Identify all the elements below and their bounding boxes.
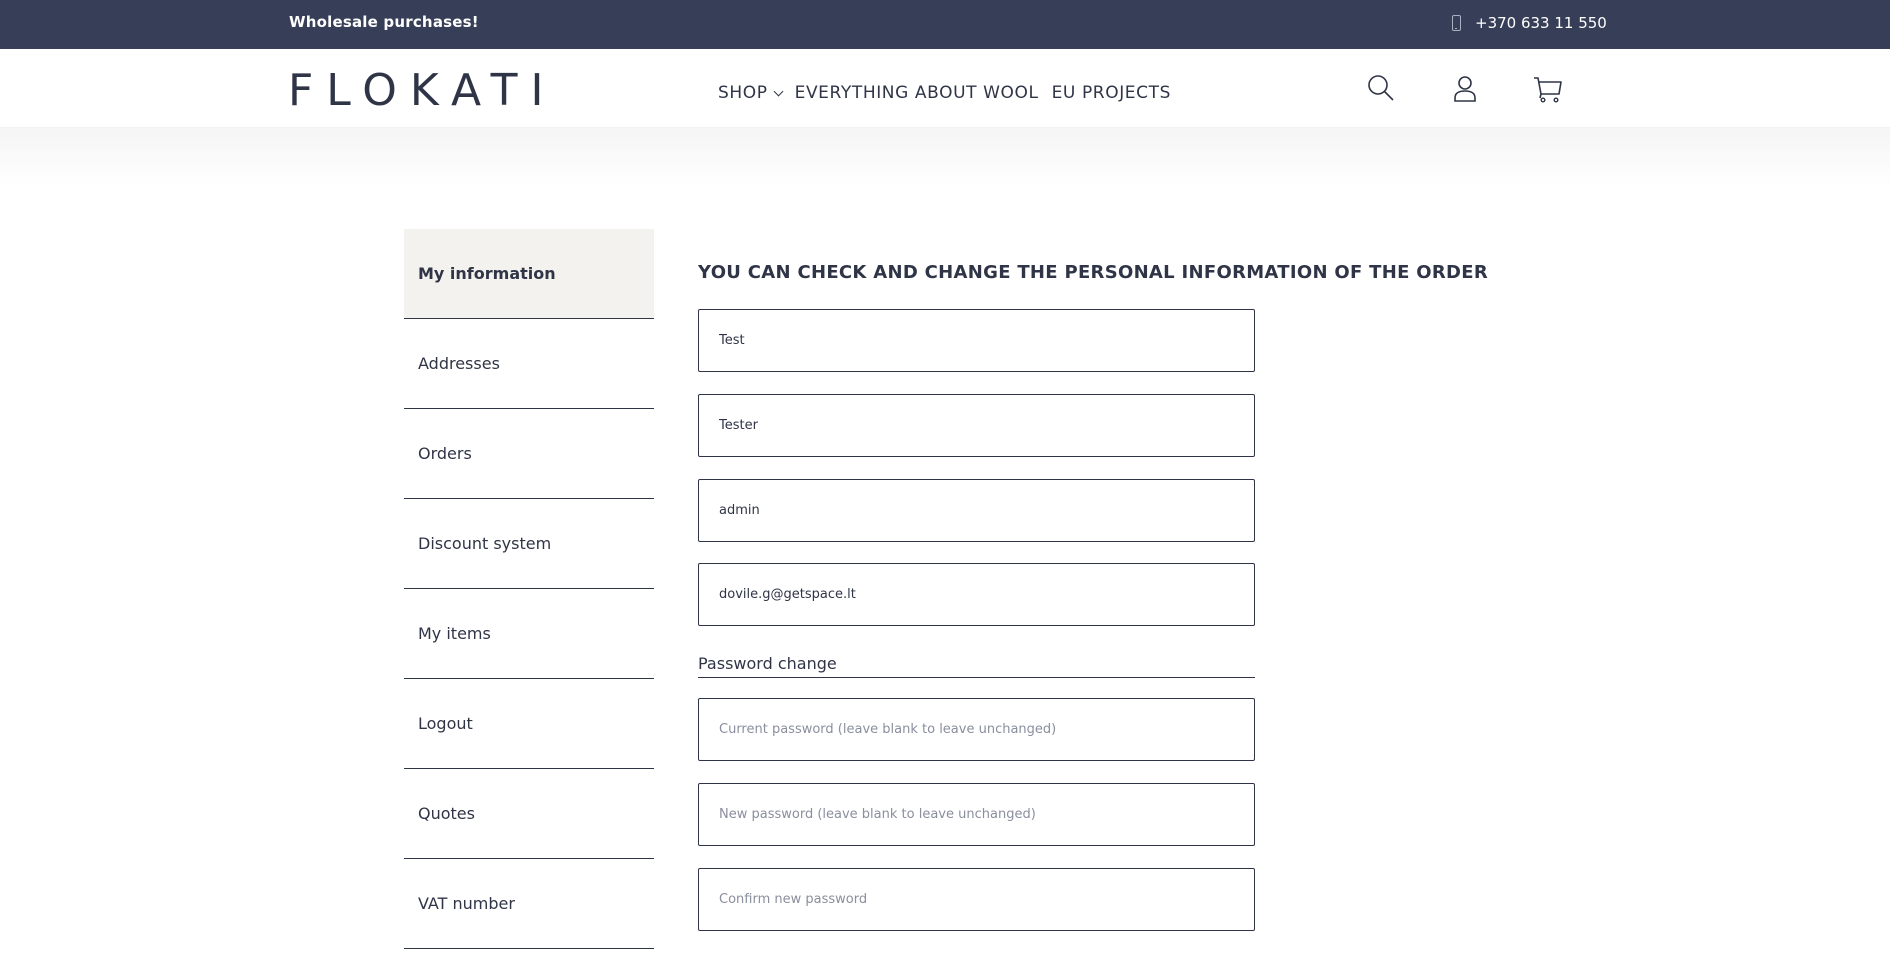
menu-item-shop[interactable]	[718, 83, 782, 103]
sidebar-item-logout[interactable]: Logout	[404, 679, 654, 769]
search-icon[interactable]	[1365, 73, 1397, 105]
sidebar-item-addresses[interactable]: Addresses	[404, 319, 654, 409]
menu-item-eu-projects-label: EU PROJECTS	[1051, 83, 1171, 103]
header-shadow	[0, 128, 1890, 188]
cart-icon[interactable]	[1532, 73, 1564, 105]
menu-item-wool-label: EVERYTHING ABOUT WOOL	[794, 83, 1039, 103]
first-name-input[interactable]	[698, 309, 1255, 372]
password-change-heading: Password change	[698, 654, 1255, 678]
menu-item-everything-about-wool[interactable]	[795, 83, 1039, 103]
sidebar-item-orders[interactable]: Orders	[404, 409, 654, 499]
phone-number[interactable]: +370 633 11 550	[1475, 14, 1607, 32]
user-icon[interactable]	[1449, 73, 1481, 105]
mobile-phone-icon	[1452, 15, 1461, 31]
main-header	[0, 49, 1890, 128]
sidebar-item-quotes[interactable]: Quotes	[404, 769, 654, 859]
sidebar-item-my-information[interactable]: My information	[404, 229, 654, 319]
main-menu	[718, 83, 1171, 103]
current-password-input[interactable]	[698, 698, 1255, 761]
wholesale-promo-text[interactable]: Wholesale purchases!	[289, 13, 479, 31]
chevron-down-icon	[773, 86, 783, 96]
page-title: YOU CAN CHECK AND CHANGE THE PERSONAL INFORMATION OF THE ORDER	[698, 262, 1489, 283]
sidebar-item-my-items[interactable]: My items	[404, 589, 654, 679]
account-form	[698, 262, 1489, 673]
username-input[interactable]	[698, 479, 1255, 542]
email-input[interactable]	[698, 563, 1255, 626]
contact-phone[interactable]	[1452, 14, 1607, 32]
new-password-input[interactable]	[698, 783, 1255, 846]
flokati-logo[interactable]: FLOKATI	[288, 65, 557, 116]
sidebar-item-vat-number[interactable]: VAT number	[404, 859, 654, 949]
account-sidebar	[404, 229, 654, 949]
top-announcement-bar	[0, 0, 1890, 49]
menu-item-eu-projects[interactable]	[1052, 83, 1171, 103]
menu-item-shop-label: SHOP	[718, 83, 768, 103]
confirm-password-input[interactable]	[698, 868, 1255, 931]
last-name-input[interactable]	[698, 394, 1255, 457]
sidebar-item-discount-system[interactable]: Discount system	[404, 499, 654, 589]
